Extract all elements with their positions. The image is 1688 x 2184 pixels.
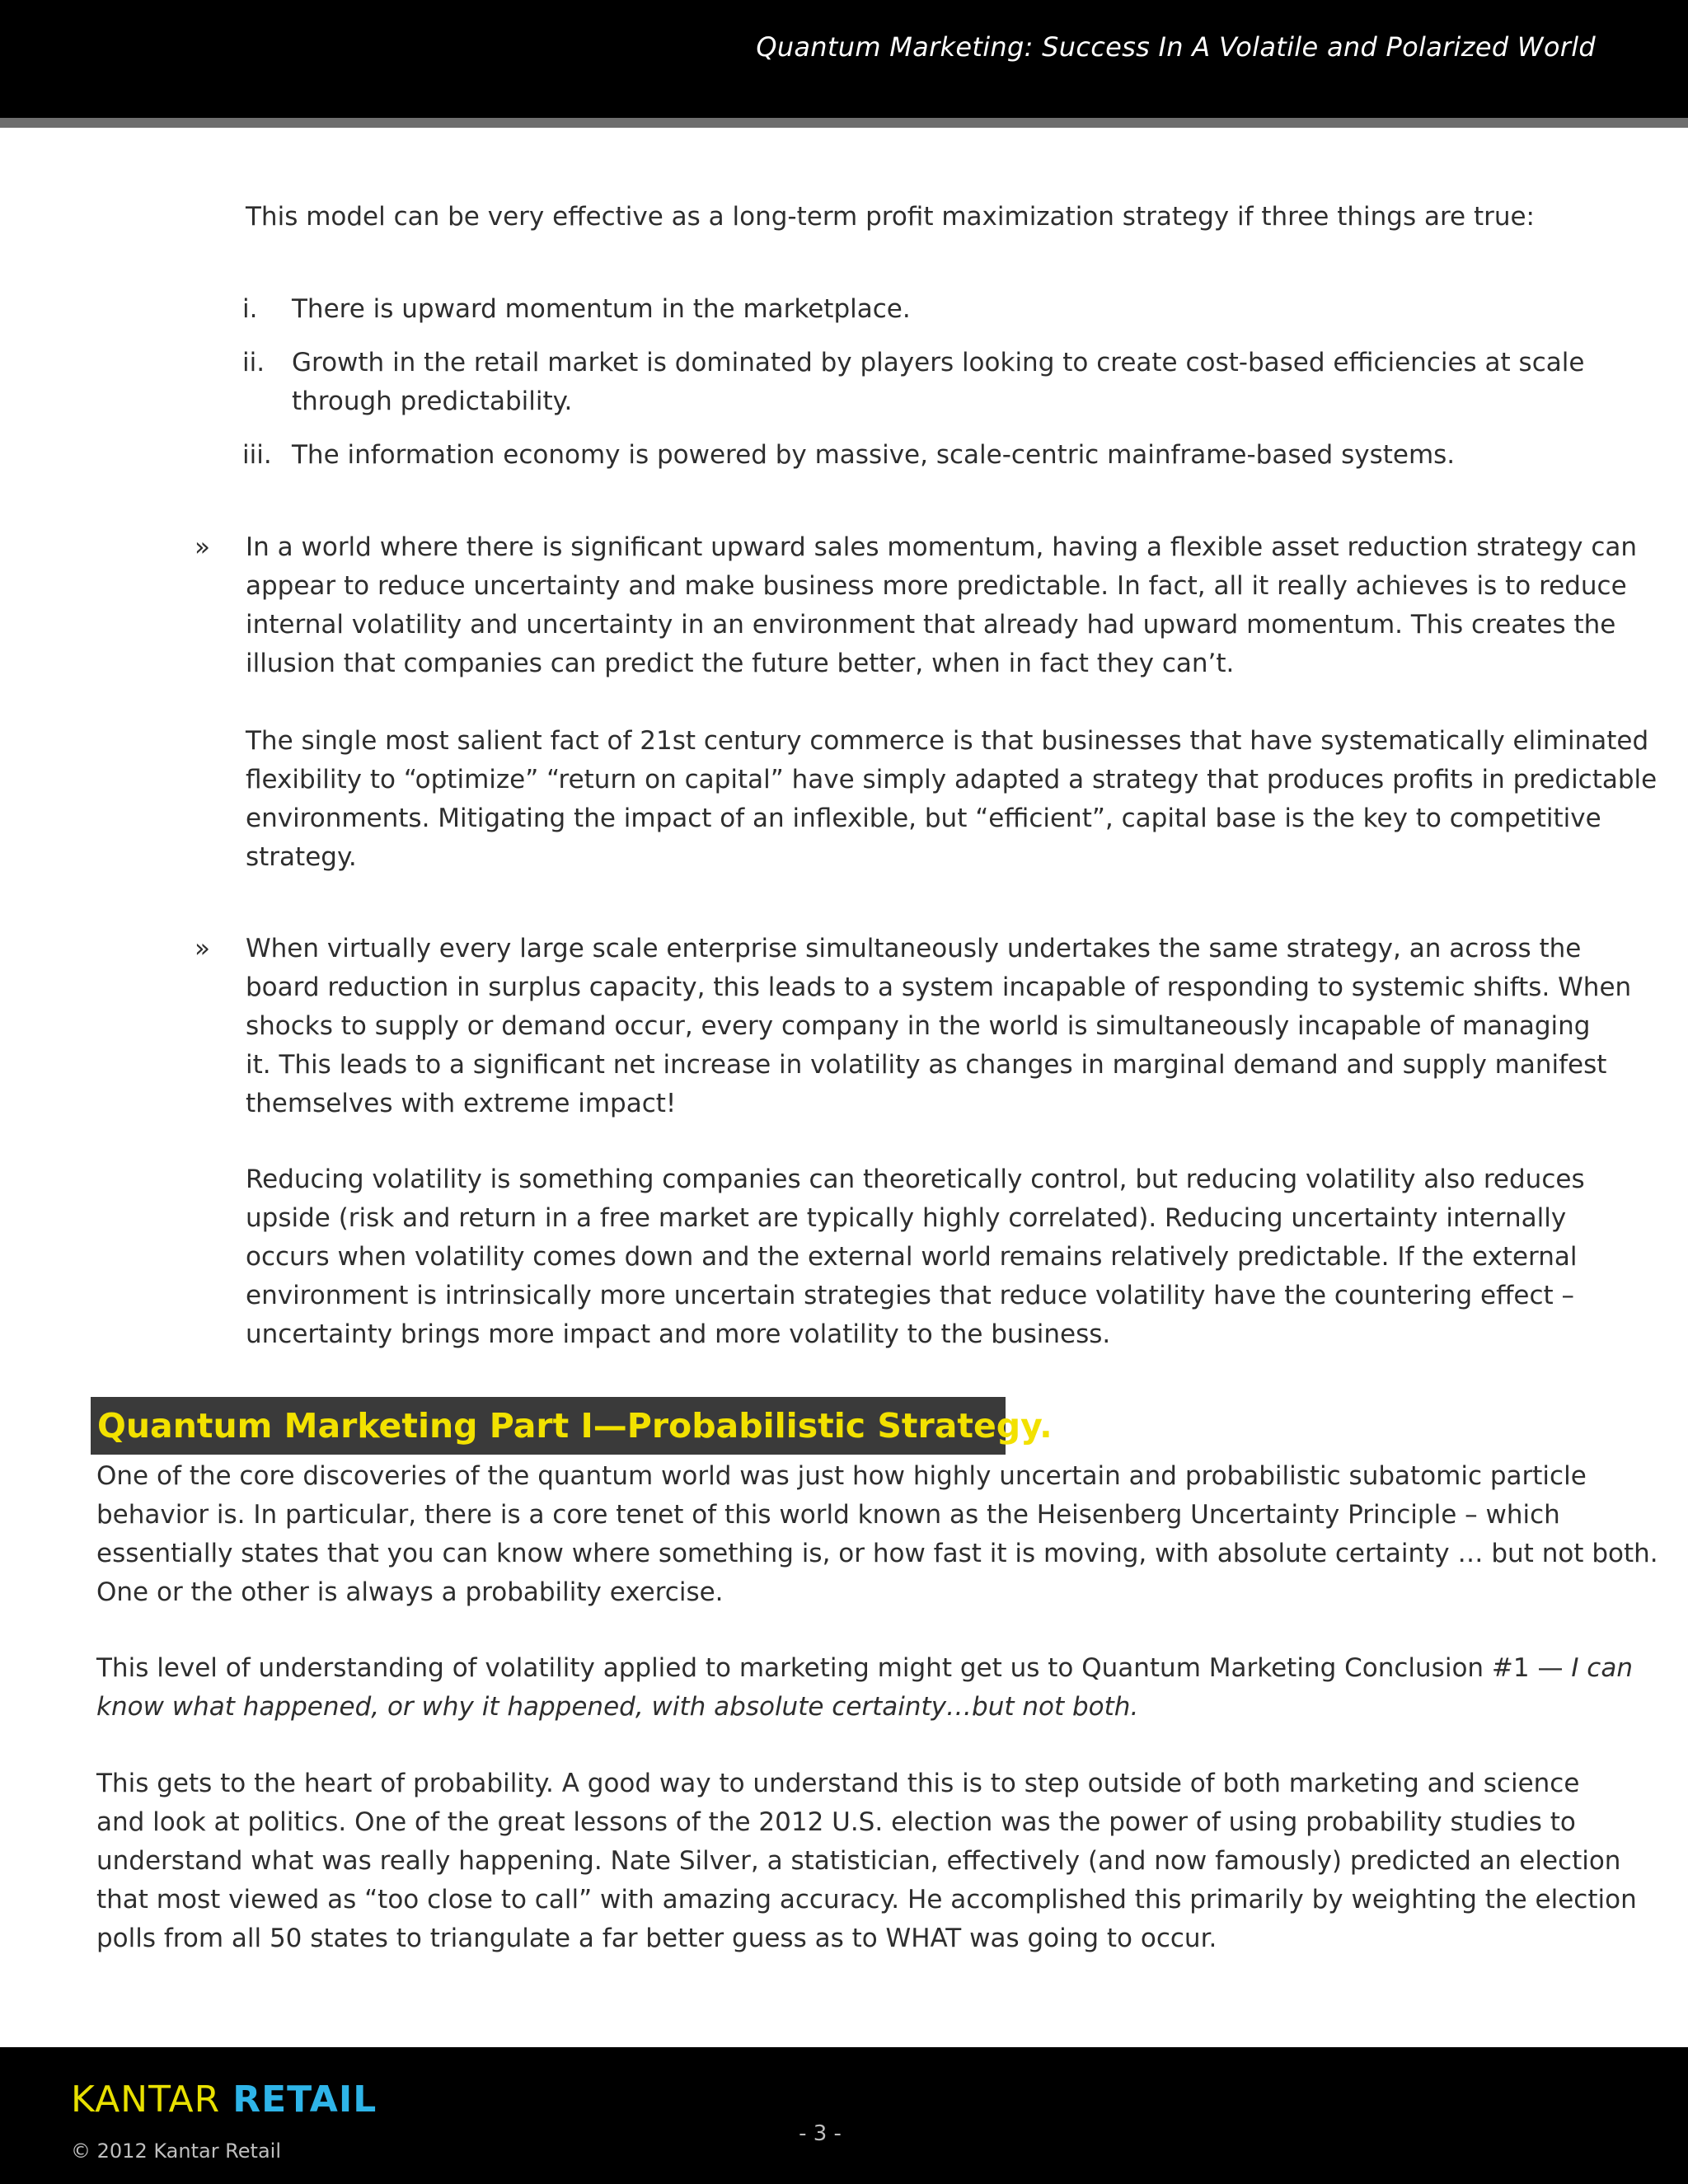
list-number: ii. [242,348,265,377]
bullet-text: appear to reduce uncertainty and make business more predictable. In fact, all it really achieves is to reduce [246,571,1627,601]
section-text: behavior is. In particular, there is a core tenet of this world known as the Heisenberg Uncertainty Principle – which [96,1500,1560,1530]
kantar-retail-logo [71,2079,377,2121]
page-number: - 3 - [799,2121,842,2146]
header-divider [0,118,1688,128]
bullet-text: In a world where there is significant upward sales momentum, having a flexible asset reduction strategy can [246,532,1638,562]
logo-retail: RETAIL [232,2079,377,2121]
conclusion-italic: I can [1571,1653,1633,1683]
bullet-text: internal volatility and uncertainty in an environment that already had upward momentum. This creates the [246,610,1616,640]
bullet-text: occurs when volatility comes down and the external world remains relatively predictable. If the external [246,1242,1578,1272]
conclusion-italic: know what happened, or why it happened, with absolute certainty…but not both. [96,1692,1139,1722]
bullet-text: uncertainty brings more impact and more volatility to the business. [246,1319,1111,1349]
section-text: understand what was really happening. Nate Silver, a statistician, effectively (and now famously) predicted an election [96,1846,1621,1876]
bullet-text: board reduction in surplus capacity, this leads to a system incapable of responding to systemic shifts. When [246,972,1632,1002]
bullet-text: themselves with extreme impact! [246,1089,677,1118]
section-text: This gets to the heart of probability. A good way to understand this is to step outside of both marketing and science [96,1769,1580,1798]
logo-kantar: KANTAR [71,2079,221,2121]
document-title: Quantum Marketing: Success In A Volatile and Polarized World [756,31,1596,63]
bullet-text: flexibility to “optimize” “return on capital” have simply adapted a strategy that produces profits in predictable [246,765,1658,794]
conclusion-text [96,1688,1138,1727]
bullet-marker: » [195,934,210,963]
list-item-text: There is upward momentum in the marketplace. [292,294,911,324]
copyright: © 2012 Kantar Retail [71,2139,281,2163]
bullet-text: Reducing volatility is something companies can theoretically control, but reducing volatility also reduces [246,1165,1585,1194]
section-text: One or the other is always a probability exercise. [96,1577,724,1607]
bullet-text: When virtually every large scale enterprise simultaneously undertakes the same strategy, an across the [246,934,1582,963]
bullet-text: it. This leads to a significant net increase in volatility as changes in marginal demand and supply manifest [246,1050,1607,1080]
bullet-text: environments. Mitigating the impact of an inflexible, but “efficient”, capital base is the key to competitive [246,804,1601,833]
conclusion-plain: This level of understanding of volatility applied to marketing might get us to Quantum Marketing Conclusion #1 — [96,1653,1572,1683]
page-footer [0,2047,1688,2184]
bullet-text: illusion that companies can predict the future better, when in fact they can’t. [246,649,1235,678]
list-item-text: Growth in the retail market is dominated by players looking to create cost-based efficiencies at scale [292,348,1585,377]
bullet-text: upside (risk and return in a free market are typically highly correlated). Reducing uncertainty internally [246,1203,1567,1233]
list-number: i. [242,294,258,324]
bullet-text: The single most salient fact of 21st century commerce is that businesses that have systematically eliminated [246,726,1649,756]
bullet-text: environment is intrinsically more uncertain strategies that reduce volatility have the countering effect – [246,1281,1575,1310]
bullet-text: shocks to supply or demand occur, every company in the world is simultaneously incapable of managing [246,1011,1591,1041]
section-text: polls from all 50 states to triangulate a far better guess as to WHAT was going to occur. [96,1924,1217,1953]
intro-text: This model can be very effective as a long-term profit maximization strategy if three things are true: [246,202,1536,232]
section-heading: Quantum Marketing Part I—Probabilistic Strategy. [97,1406,1053,1446]
section-text: and look at politics. One of the great lessons of the 2012 U.S. election was the power of using probability studies to [96,1807,1576,1837]
page-header [0,0,1688,118]
list-number: iii. [242,440,272,470]
section-text: that most viewed as “too close to call” with amazing accuracy. He accomplished this primarily by weighting the election [96,1885,1637,1915]
conclusion-text [96,1649,1633,1688]
list-item-text: through predictability. [292,387,573,416]
bullet-marker: » [195,532,210,562]
list-item-text: The information economy is powered by massive, scale-centric mainframe-based systems. [292,440,1456,470]
section-heading-box [91,1397,1053,1455]
section-text: One of the core discoveries of the quantum world was just how highly uncertain and probabilistic subatomic particle [96,1461,1587,1491]
bullet-text: strategy. [246,842,357,872]
section-text: essentially states that you can know where something is, or how fast it is moving, with absolute certainty … but not both. [96,1539,1658,1568]
